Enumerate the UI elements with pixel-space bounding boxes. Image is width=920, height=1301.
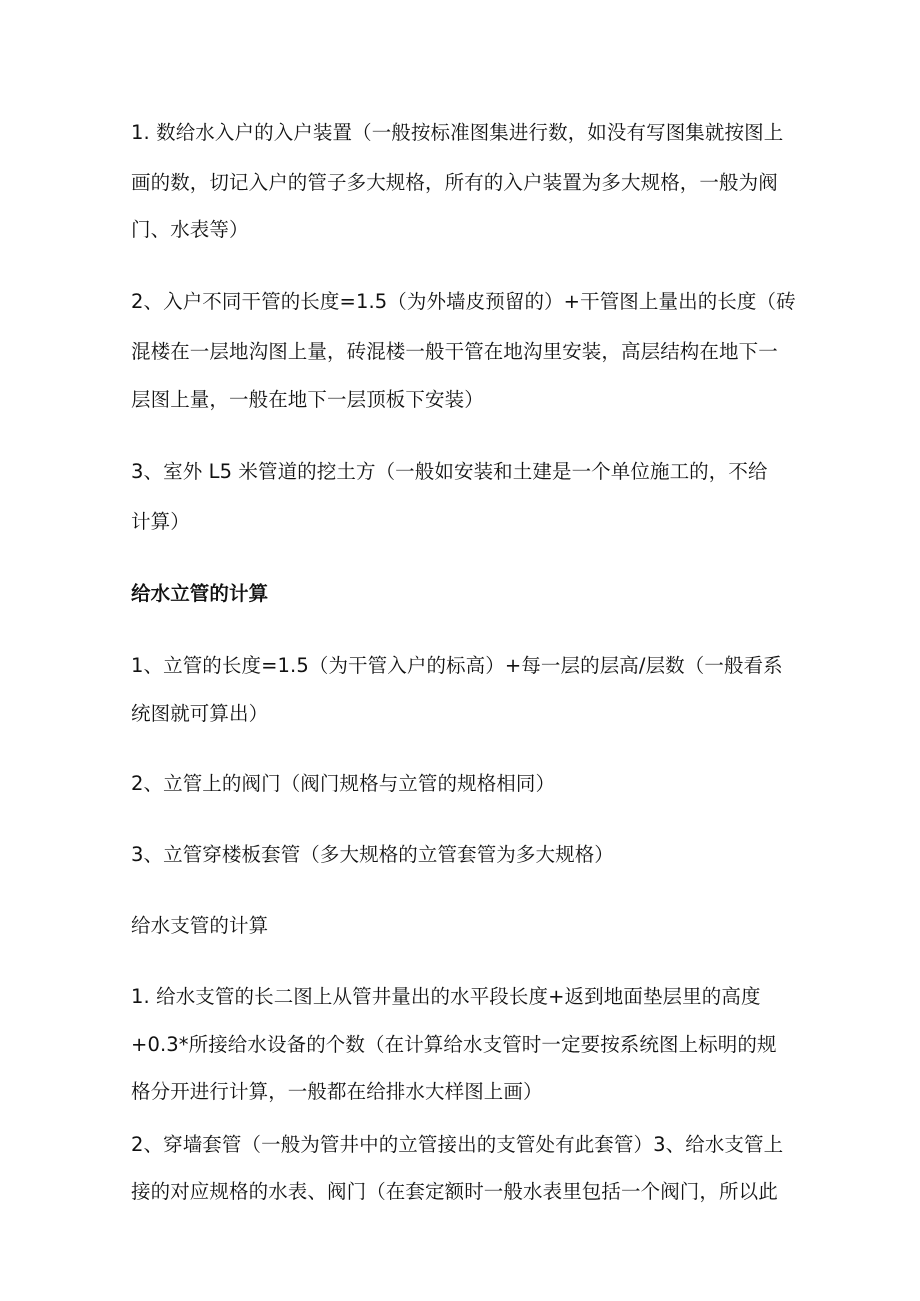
paragraph-8-line-1: 2、穿墙套管（一般为管井中的立管接出的支管处有此套管）3、给水支管上 xyxy=(131,1133,784,1156)
paragraph-2-line-1: 2、入户不同干管的长度=1.5（为外墙皮预留的）+干管图上量出的长度（砖 xyxy=(131,290,796,313)
paragraph-2-line-3: 层图上量，一般在地下一层顶板下安装） xyxy=(131,388,484,411)
paragraph-5: 2、立管上的阀门（阀门规格与立管的规格相同） xyxy=(131,772,556,795)
paragraph-1-line-2: 画的数，切记入户的管子多大规格，所有的入户装置为多大规格，一般为阀 xyxy=(131,171,778,194)
paragraph-4-line-2: 统图就可算出） xyxy=(131,702,269,725)
section-heading-branch: 给水支管的计算 xyxy=(131,914,269,937)
paragraph-7-line-2: +0.3*所接给水设备的个数（在计算给水支管时一定要按系统图上标明的规 xyxy=(131,1033,777,1056)
paragraph-8-line-2: 接的对应规格的水表、阀门（在套定额时一般水表里包括一个阀门，所以此 xyxy=(131,1180,778,1203)
paragraph-3-line-1: 3、室外 L5 米管道的挖土方（一般如安装和土建是一个单位施工的，不给 xyxy=(131,460,768,483)
section-heading-riser: 给水立管的计算 xyxy=(131,582,269,605)
paragraph-1-line-3: 门、水表等） xyxy=(131,218,249,241)
paragraph-6: 3、立管穿楼板套管（多大规格的立管套管为多大规格） xyxy=(131,843,614,866)
paragraph-2-line-2: 混楼在一层地沟图上量，砖混楼一般干管在地沟里安装，高层结构在地下一 xyxy=(131,340,778,363)
paragraph-7-line-1: 1. 给水支管的长二图上从管井量出的水平段长度+返到地面垫层里的高度 xyxy=(131,985,761,1008)
paragraph-4-line-1: 1、立管的长度=1.5（为干管入户的标高）+每一层的层高/层数（一般看系 xyxy=(131,654,783,677)
paragraph-3-line-2: 计算） xyxy=(131,510,190,533)
paragraph-7-line-3: 格分开进行计算，一般都在给排水大样图上画） xyxy=(131,1080,543,1103)
paragraph-1-line-1: 1. 数给水入户的入户装置（一般按标准图集进行数，如没有写图集就按图上 xyxy=(131,121,784,144)
